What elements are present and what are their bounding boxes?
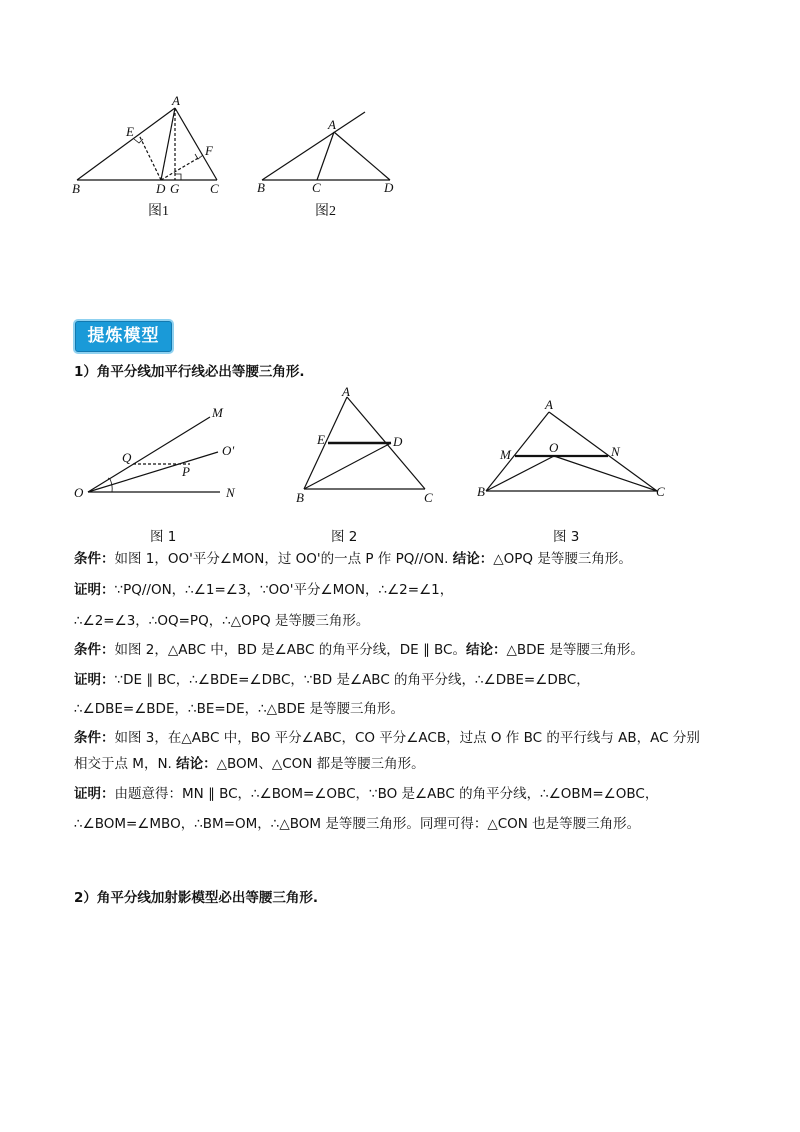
conclusion-1-text: △OPQ 是等腰三角形。 [493, 551, 632, 567]
m2-label-c: C [424, 490, 433, 505]
m1-label-oprime: O' [222, 443, 235, 458]
condition-2-text: 如图 2，△ABC 中，BD 是∠ABC 的角平分线，DE ∥ BC。 [114, 642, 466, 658]
top-fig1-caption: 图1 [148, 204, 169, 219]
proof-2-line-1 [74, 668, 590, 688]
model-fig2-caption: 图 2 [331, 529, 358, 545]
condition-1-text: 如图 1，OO'平分∠MON，过 OO'的一点 P 作 PQ//ON. [114, 551, 449, 567]
proof-1-line-2: ∴∠2=∠3，∴OQ=PQ，∴△OPQ 是等腰三角形。 [74, 613, 370, 629]
m1-label-n: N [226, 485, 235, 500]
fig2-label-c: C [312, 180, 321, 195]
fig1-label-c: C [210, 181, 219, 196]
fig2-label-d: D [384, 180, 394, 195]
fig2-label-a: A [328, 117, 336, 132]
conclusion-label: 结论： [452, 551, 494, 567]
m3-label-c: C [656, 484, 665, 499]
top-figure-1 [60, 85, 240, 225]
m3-label-b: B [477, 484, 485, 499]
proof-label: 证明： [74, 786, 115, 802]
condition-label: 条件： [74, 551, 115, 567]
conclusion-3-text: △BOM、△CON 都是等腰三角形。 [216, 756, 425, 772]
proof-1-line-1 [74, 578, 453, 598]
proof-3-line-2: ∴∠BOM=∠MBO，∴BM=OM，∴△BOM 是等腰三角形。同理可得：△CON 也是等腰三角形。 [74, 816, 641, 832]
proof-label: 证明： [74, 672, 115, 688]
model-fig1-caption: 图 1 [150, 529, 177, 545]
condition-1 [74, 547, 632, 567]
top-figure-2 [245, 110, 394, 225]
model-figure-3 [470, 395, 670, 510]
condition-3-text: 如图 3，在△ABC 中，BO 平分∠ABC，CO 平分∠ACB，过点 O 作 BC 的平行线与 AB，AC 分别 [114, 730, 700, 746]
section-title-badge: 提炼模型 [73, 319, 174, 354]
m3-label-o: O [549, 440, 559, 455]
m1-label-q: Q [122, 450, 132, 465]
proof-label: 证明： [74, 582, 115, 598]
fig1-label-g: G [170, 181, 180, 196]
proof-2-line-2: ∴∠DBE=∠BDE，∴BE=DE，∴△BDE 是等腰三角形。 [74, 701, 405, 717]
conclusion-label: 结论： [465, 642, 507, 658]
proof-3a-text: 由题意得：MN ∥ BC，∴∠BOM=∠OBC，∵BO 是∠ABC 的角平分线，∴∠OBM=∠OBC， [114, 786, 659, 802]
m1-label-o: O [74, 485, 84, 500]
condition-2 [74, 638, 644, 658]
fig2-label-b: B [257, 180, 265, 195]
condition-label: 条件： [74, 642, 115, 658]
proof-1a-text: ∵PQ//ON，∴∠1=∠3，∵OO'平分∠MON，∴∠2=∠1， [114, 582, 454, 598]
proof-2a-text: ∵DE ∥ BC，∴∠BDE=∠DBC，∵BD 是∠ABC 的角平分线，∴∠DBE=∠DBC， [114, 672, 590, 688]
m1-label-p: P [182, 464, 190, 479]
proof-3-line-1 [74, 782, 658, 802]
m3-label-m: M [500, 447, 511, 462]
model-figure-1 [70, 400, 250, 510]
fig1-label-b: B [72, 181, 80, 196]
heading-2: 2）角平分线加射影模型必出等腰三角形. [74, 890, 319, 906]
m3-label-n: N [611, 444, 620, 459]
fig1-label-f: F [205, 143, 213, 158]
model-figure-2 [290, 385, 450, 510]
top-fig2-caption: 图2 [315, 204, 336, 219]
fig1-label-e: E [126, 124, 134, 139]
m2-label-b: B [296, 490, 304, 505]
condition-label: 条件： [74, 730, 115, 746]
model-fig3-caption: 图 3 [553, 529, 580, 545]
m1-label-m: M [212, 405, 223, 420]
condition-3-line-2 [74, 752, 425, 772]
condition-3 [74, 726, 700, 746]
conclusion-2-text: △BDE 是等腰三角形。 [506, 642, 644, 658]
conclusion-label: 结论： [176, 756, 217, 772]
m2-label-e: E [317, 432, 325, 447]
m2-label-a: A [342, 384, 350, 399]
m2-label-d: D [393, 434, 403, 449]
fig1-label-a: A [172, 93, 180, 108]
heading-1: 1）角平分线加平行线必出等腰三角形. [74, 364, 305, 380]
condition-3-text-2: 相交于点 M，N. [74, 756, 172, 772]
m3-label-a: A [545, 397, 553, 412]
fig1-label-d: D [156, 181, 166, 196]
